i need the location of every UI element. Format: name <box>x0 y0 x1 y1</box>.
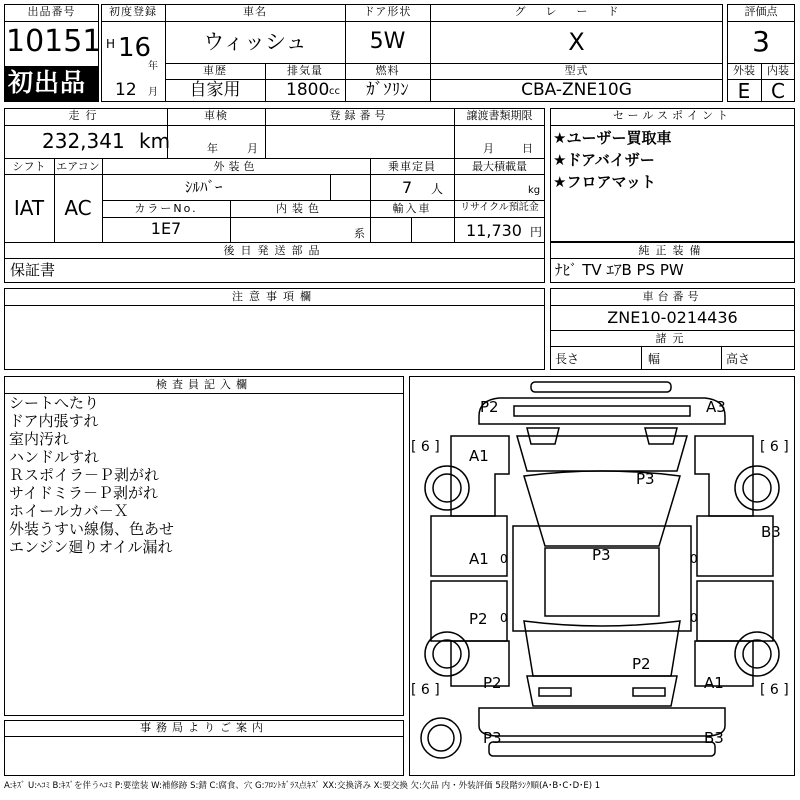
inspector-note-8: 外装うすい線傷、色あせ <box>9 520 175 538</box>
recycle-label: リサイクル預託金 <box>460 202 539 213</box>
sales-point-2: ★ドアバイザー <box>553 151 655 169</box>
recycle-unit: 円 <box>530 225 543 239</box>
inspector-note-5: Ｒスポイラ－Ｐ剥がれ <box>9 466 160 484</box>
chassis-label: 車台番号 <box>642 290 703 303</box>
inspector-note-2: ドア内張すれ <box>9 412 99 430</box>
model-label: 型式 <box>564 64 589 77</box>
aircon: AC <box>64 196 92 220</box>
sales-point-1: ★ユーザー買取車 <box>553 129 672 147</box>
inspector-note-6: サイドミラ－Ｐ剥がれ <box>9 484 158 502</box>
fuel-label: 燃料 <box>375 64 400 77</box>
zero-mark-4: 0 <box>690 611 698 625</box>
inspection-year-unit: 年 <box>207 142 218 155</box>
reg-number-label: 登録番号 <box>329 109 390 122</box>
tread-front-left: [ 6 ] <box>411 439 440 455</box>
legend: A:ｷｽﾞ U:ﾍｺﾐ B:ｷｽﾞを伴うﾍｺﾐ P:要塗装 W:補修跡 S:錆 C:腐食、穴 G:ﾌﾛﾝﾄｶﾞﾗｽ点ｷｽﾞ XX:交換済み X:要交換 欠:欠品 内・外装評価 5段階ﾗﾝｸ順(A･B･C･D･E) 1 <box>4 781 601 791</box>
height-label: 高さ <box>726 352 751 366</box>
model: CBA-ZNE10G <box>521 80 632 100</box>
mileage-unit: km <box>139 129 171 153</box>
equipment-label: 純正装備 <box>638 244 707 257</box>
inspector-label: 検査員記入欄 <box>156 378 252 391</box>
lot-number: 10151 <box>6 24 102 59</box>
zero-mark-2: 0 <box>500 611 508 625</box>
zero-mark-3: 0 <box>690 552 698 566</box>
inspector-note-4: ハンドルすれ <box>9 448 100 466</box>
sales-point-3: ★フロアマット <box>553 173 656 191</box>
transfer-month-unit: 月 <box>483 142 494 155</box>
later-parts-label: 後日発送部品 <box>223 244 326 257</box>
inspector-note-1: シートへたり <box>9 394 100 412</box>
capacity-label: 乗車定員 <box>388 160 436 173</box>
notes-label: 注意事項欄 <box>232 290 317 303</box>
mark-left-fender: A1 <box>469 447 489 465</box>
zero-mark-1: 0 <box>500 552 508 566</box>
history: 自家用 <box>189 80 241 100</box>
first-listing-text: 初出品 <box>8 68 87 97</box>
car-name: ウィッシュ <box>203 30 307 54</box>
tread-rear-left: [ 6 ] <box>411 682 440 698</box>
recycle-fee: 11,730 <box>466 221 522 240</box>
month-unit: 月 <box>148 87 158 98</box>
interior-score: C <box>771 79 785 103</box>
tread-rear-right: [ 6 ] <box>760 682 789 698</box>
mark-rear-bumper-right: B3 <box>704 729 724 747</box>
mark-roof: P3 <box>636 470 655 488</box>
mark-rear-center: P2 <box>632 655 651 673</box>
width-label: 幅 <box>648 352 661 366</box>
color-no-label: カラーNo. <box>134 202 198 215</box>
mark-left-rear-door: P2 <box>469 610 488 628</box>
transfer-docs-label: 譲渡書類期限 <box>466 109 533 122</box>
door-label: ドア形状 <box>363 5 412 18</box>
color-no: 1E7 <box>150 219 182 238</box>
import-label: 輸入車 <box>392 202 432 215</box>
year-unit: 年 <box>148 61 158 72</box>
grade-label: グレード <box>514 5 639 18</box>
exterior-score: E <box>737 79 751 103</box>
aircon-label: エアコン <box>56 160 100 173</box>
displacement-unit: cc <box>329 86 340 97</box>
mileage: 232,341 <box>42 129 125 153</box>
later-parts: 保証書 <box>10 261 56 279</box>
mark-center: P3 <box>592 546 611 564</box>
mileage-label: 走行 <box>68 109 103 122</box>
score-label: 評価点 <box>744 5 778 18</box>
inspection-label: 車検 <box>204 109 228 122</box>
displacement: 1800 <box>286 80 330 100</box>
mark-rear-right-quarter: A1 <box>704 674 724 692</box>
max-load-label: 最大積載量 <box>472 160 527 173</box>
office-label: 事務局よりご案内 <box>140 721 268 734</box>
mark-front-right-bumper: A3 <box>706 398 726 416</box>
car-diagram <box>409 376 795 776</box>
score: 3 <box>752 25 770 58</box>
mark-right-side: B3 <box>761 523 781 541</box>
interior-label: 内装 <box>767 64 789 77</box>
displacement-label: 排気量 <box>287 64 323 77</box>
transfer-day-unit: 日 <box>522 142 533 155</box>
history-label: 車歴 <box>203 64 227 77</box>
ext-color-label: 外装色 <box>213 160 259 173</box>
shift-label: シフト <box>12 160 46 173</box>
inspector-note-9: エンジン廻りオイル漏れ <box>9 538 173 556</box>
chassis-number: ZNE10-0214436 <box>607 308 738 327</box>
grade: X <box>568 28 585 56</box>
mark-rear-left-quarter: P2 <box>483 674 502 692</box>
shift: IAT <box>13 196 45 220</box>
int-color-label: 内装色 <box>276 202 324 215</box>
length-label: 長さ <box>555 352 580 366</box>
exterior-label: 外装 <box>733 64 755 77</box>
car-name-label: 車名 <box>243 5 267 18</box>
inspection-month-unit: 月 <box>247 142 258 155</box>
equipment: ﾅﾋﾞ TV ｴｱB PS PW <box>555 261 684 279</box>
mark-front-left-bumper: P2 <box>480 398 499 416</box>
sales-points-label: セールスポイント <box>612 109 732 122</box>
tread-front-right: [ 6 ] <box>760 439 789 455</box>
mark-left-door: A1 <box>469 550 489 568</box>
door-type: 5W <box>369 29 406 54</box>
first-reg-label: 初度登録 <box>109 5 157 18</box>
inspector-note-3: 室内汚れ <box>9 430 70 448</box>
capacity-unit: 人 <box>431 182 444 196</box>
capacity: 7 <box>402 178 413 197</box>
lot-number-label: 出品番号 <box>27 5 76 18</box>
first-reg-year: 16 <box>118 33 152 63</box>
ext-color: ｼﾙﾊﾞｰ <box>185 178 223 196</box>
specs-label: 諸元 <box>655 332 690 345</box>
inspector-note-7: ホイールカバ－Ｘ <box>9 502 129 520</box>
int-color-unit: 系 <box>354 227 365 240</box>
first-reg-month: 12 <box>115 80 137 100</box>
era: H <box>106 37 116 51</box>
mark-rear-bumper-left: P3 <box>483 729 502 747</box>
fuel: ｶﾞｿﾘﾝ <box>366 80 409 100</box>
max-load-unit: kg <box>528 185 541 196</box>
